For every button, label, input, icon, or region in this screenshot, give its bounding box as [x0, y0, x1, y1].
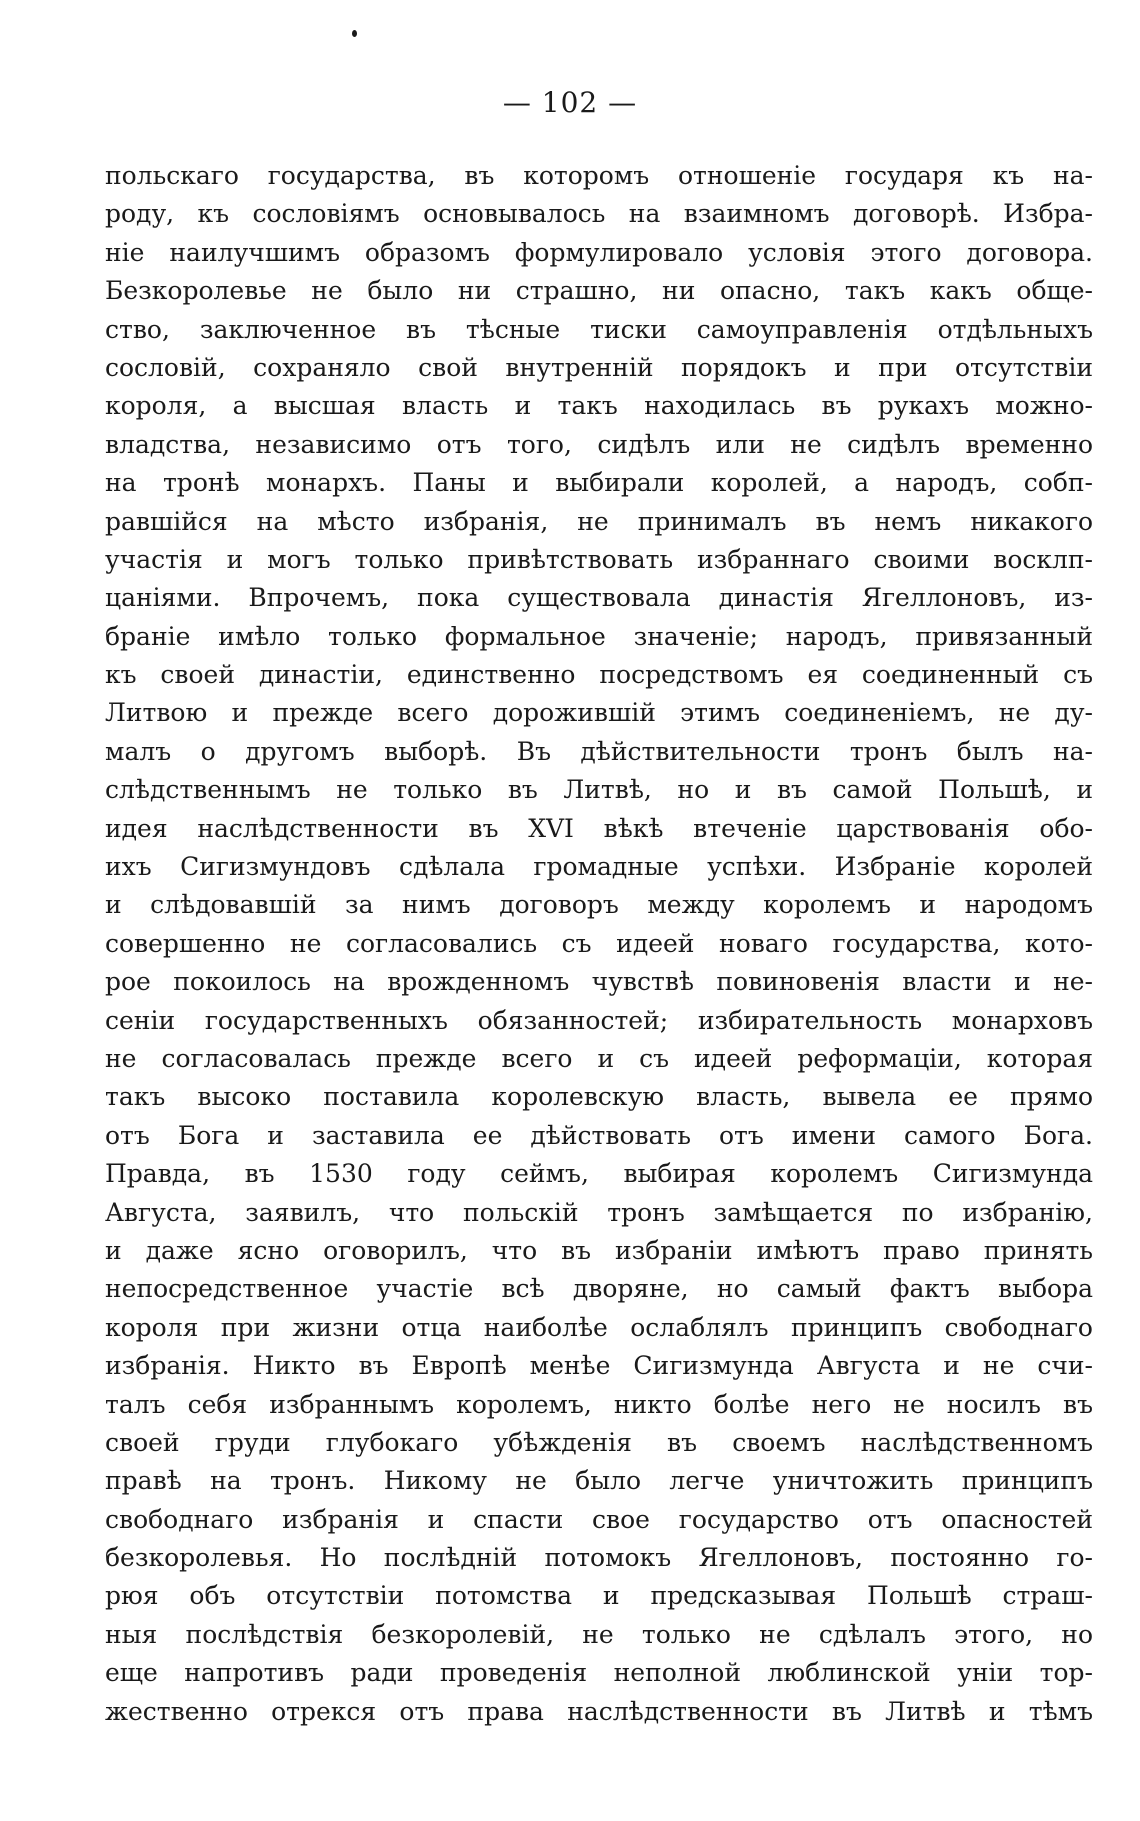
text-line: избранія. Никто въ Европѣ менѣе Сигизмунда Августа и не счи-	[105, 1351, 1093, 1381]
text-line: отъ Бога и заставила ее дѣйствовать отъ имени самого Бога.	[105, 1120, 1093, 1150]
text-line: владства, независимо отъ того, сидѣлъ или не сидѣлъ временно	[105, 429, 1093, 459]
text-line: ніе наилучшимъ образомъ формулировало условія этого договора.	[105, 237, 1093, 267]
text-line: роду, къ сословіямъ основывалось на взаимномъ договорѣ. Избра-	[105, 199, 1093, 229]
text-line: на тронѣ монархъ. Паны и выбирали королей, а народъ, собп-	[105, 468, 1093, 498]
body-text	[105, 157, 1093, 1731]
text-line: и слѣдовавшій за нимъ договоръ между королемъ и народомъ	[105, 890, 1093, 920]
text-line: браніе имѣло только формальное значеніе; народъ, привязанный	[105, 621, 1093, 651]
text-line: талъ себя избраннымъ королемъ, никто болѣе него не носилъ въ	[105, 1389, 1093, 1419]
text-line: сеніи государственныхъ обязанностей; избирательность монарховъ	[105, 1005, 1093, 1035]
text-line: ство, заключенное въ тѣсные тиски самоуправленія отдѣльныхъ	[105, 314, 1093, 344]
text-line: идея наслѣдственности въ XVI вѣкѣ втеченіе царствованія обо-	[105, 813, 1093, 843]
text-line: такъ высоко поставила королевскую власть, вывела ее прямо	[105, 1082, 1093, 1112]
text-line: польскаго государства, въ которомъ отношеніе государя къ на-	[105, 161, 1093, 190]
text-line: рое покоилось на врожденномъ чувствѣ повиновенія власти и не-	[105, 967, 1093, 997]
text-line: Правда, въ 1530 году сеймъ, выбирая королемъ Сигизмунда	[105, 1159, 1093, 1189]
text-line: слѣдственнымъ не только въ Литвѣ, но и въ самой Польшѣ, и	[105, 775, 1093, 805]
text-line: Безкоролевье не было ни страшно, ни опасно, такъ какъ обще-	[105, 276, 1093, 306]
text-line: цаніями. Впрочемъ, пока существовала династія Ягеллоновъ, из-	[105, 583, 1093, 613]
text-line: участія и могъ только привѣтствовать избраннаго своими восклп-	[105, 544, 1093, 574]
text-line: короля при жизни отца наиболѣе ослаблялъ принципъ свободнаго	[105, 1312, 1093, 1342]
text-line: короля, а высшая власть и такъ находилась въ рукахъ можно-	[105, 391, 1093, 421]
text-line: малъ о другомъ выборѣ. Въ дѣйствительности тронъ былъ на-	[105, 736, 1093, 766]
text-line: еще напротивъ ради проведенія неполной люблинской уніи тор-	[105, 1658, 1093, 1688]
text-line: Августа, заявилъ, что польскій тронъ замѣщается по избранію,	[105, 1197, 1093, 1227]
text-line: совершенно не согласовались съ идеей новаго государства, кото-	[105, 928, 1093, 958]
text-line: ихъ Сигизмундовъ сдѣлала громадные успѣхи. Избраніе королей	[105, 852, 1093, 882]
text-line: жественно отрекся отъ права наслѣдственности въ Литвѣ и тѣмъ	[105, 1696, 1093, 1726]
text-line: непосредственное участіе всѣ дворяне, но самый фактъ выбора	[105, 1274, 1093, 1304]
page-number: — 102 —	[502, 86, 638, 119]
text-line: своей груди глубокаго убѣжденія въ своемъ наслѣдственномъ	[105, 1427, 1093, 1457]
text-line: Литвою и прежде всего дорожившій этимъ соединеніемъ, не ду-	[105, 698, 1093, 728]
ink-speck	[352, 30, 357, 37]
text-line: рюя объ отсутствіи потомства и предсказывая Польшѣ страш-	[105, 1581, 1093, 1611]
text-line: равшійся на мѣсто избранія, не принималъ въ немъ никакого	[105, 506, 1093, 536]
text-line: и даже ясно оговорилъ, что въ избраніи имѣютъ право принять	[105, 1235, 1093, 1265]
text-line: свободнаго избранія и спасти свое государство отъ опасностей	[105, 1504, 1093, 1534]
text-line: не согласовалась прежде всего и съ идеей реформаціи, которая	[105, 1043, 1093, 1073]
text-line: сословій, сохраняло свой внутренній порядокъ и при отсутствіи	[105, 352, 1093, 382]
text-line: къ своей династіи, единственно посредствомъ ея соединенный съ	[105, 660, 1093, 690]
text-line: безкоролевья. Но послѣдній потомокъ Ягеллоновъ, постоянно го-	[105, 1543, 1093, 1573]
text-line: ныя послѣдствія безкоролевій, не только не сдѣлалъ этого, но	[105, 1619, 1093, 1649]
text-line: правѣ на тронъ. Никому не было легче уничтожить принципъ	[105, 1466, 1093, 1496]
